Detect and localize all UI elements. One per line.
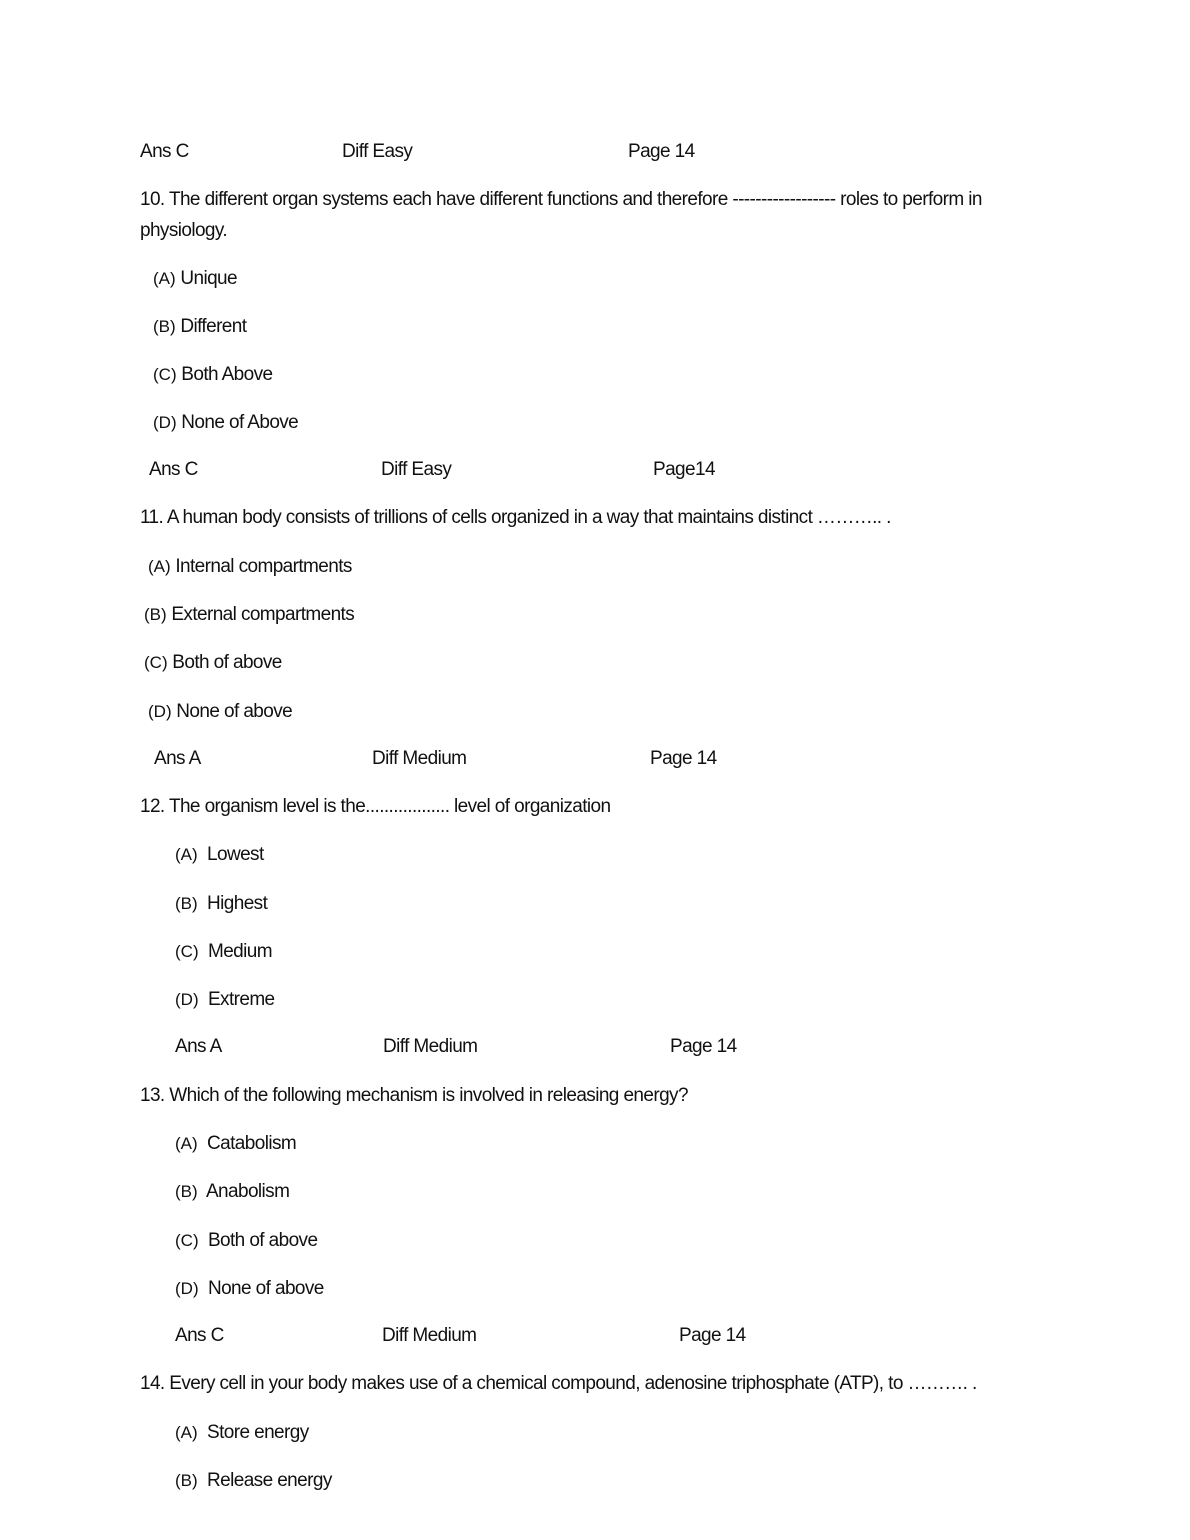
option-letter: (D) — [175, 1279, 199, 1298]
difficulty-label: Diff Medium — [382, 1325, 477, 1346]
option-text: Both of above — [172, 652, 282, 673]
answer-label: Ans A — [154, 748, 201, 769]
option-text: None of Above — [181, 412, 299, 433]
option-item — [144, 651, 282, 675]
option-item — [175, 1180, 289, 1204]
page-reference: Page 14 — [650, 748, 717, 769]
question-text: 14. Every cell in your body makes use of a chemical compound, adenosine triphosphate (ATP), to ………. . — [140, 1373, 977, 1394]
page-reference: Page 14 — [679, 1325, 746, 1346]
option-item — [153, 315, 246, 339]
page-reference: Page 14 — [628, 141, 695, 162]
option-item — [175, 1277, 324, 1301]
option-item — [175, 843, 264, 867]
option-letter: (A) — [175, 845, 198, 864]
difficulty-label: Diff Medium — [372, 748, 467, 769]
option-item — [148, 555, 352, 579]
question-text: 12. The organism level is the.................. level of organization — [140, 796, 611, 817]
option-text: External compartments — [171, 604, 355, 625]
option-text: Anabolism — [205, 1181, 290, 1202]
answer-label: Ans C — [149, 459, 198, 480]
option-item — [175, 1132, 296, 1156]
answer-meta-row — [149, 458, 849, 482]
option-text: Extreme — [207, 989, 275, 1010]
option-item — [175, 1421, 309, 1445]
option-text: Different — [180, 316, 247, 337]
page-reference: Page 14 — [670, 1036, 737, 1057]
option-letter: (A) — [148, 557, 171, 576]
option-letter: (A) — [175, 1134, 198, 1153]
option-text: Both Above — [181, 364, 273, 385]
option-item — [175, 1469, 332, 1493]
option-text: Lowest — [207, 844, 264, 865]
option-letter: (A) — [153, 269, 176, 288]
option-text: Catabolism — [207, 1133, 297, 1154]
option-letter: (B) — [153, 317, 176, 336]
question-text: 13. Which of the following mechanism is involved in releasing energy? — [140, 1085, 688, 1106]
question-text: 11. A human body consists of trillions of cells organized in a way that maintains distinct ……….. . — [140, 507, 891, 528]
answer-meta-row — [175, 1324, 875, 1348]
option-item — [175, 988, 275, 1012]
option-letter: (B) — [175, 1471, 198, 1490]
option-item — [175, 892, 267, 916]
option-item — [153, 267, 237, 291]
answer-meta-row — [175, 1035, 875, 1059]
option-letter: (D) — [148, 702, 172, 721]
answer-label: Ans C — [175, 1325, 224, 1346]
answer-label: Ans C — [140, 141, 189, 162]
difficulty-label: Diff Easy — [381, 459, 452, 480]
page-reference: Page14 — [653, 459, 715, 480]
option-letter: (B) — [144, 605, 167, 624]
difficulty-label: Diff Medium — [383, 1036, 478, 1057]
option-letter: (C) — [175, 942, 199, 961]
option-letter: (D) — [175, 990, 199, 1009]
option-text: None of above — [176, 701, 293, 722]
option-text: Unique — [180, 268, 237, 289]
answer-meta-row — [140, 140, 840, 164]
option-item — [175, 940, 272, 964]
option-text: Both of above — [207, 1230, 318, 1251]
question-text: 10. The different organ systems each have different functions and therefore ------------------ roles to perform in physiology. — [140, 189, 982, 241]
option-item — [144, 603, 354, 627]
option-letter: (D) — [153, 413, 177, 432]
option-text: Medium — [207, 941, 272, 962]
option-letter: (C) — [144, 653, 168, 672]
option-text: Release energy — [207, 1470, 332, 1491]
option-text: None of above — [207, 1278, 324, 1299]
option-text: Internal compartments — [175, 556, 352, 577]
option-item — [153, 363, 273, 387]
answer-meta-row — [154, 747, 854, 771]
option-text: Store energy — [207, 1422, 309, 1443]
option-item — [148, 700, 292, 724]
option-item — [175, 1229, 317, 1253]
option-text: Highest — [207, 893, 268, 914]
answer-label: Ans A — [175, 1036, 222, 1057]
option-letter: (C) — [175, 1231, 199, 1250]
option-letter: (B) — [175, 894, 198, 913]
option-item — [153, 411, 298, 435]
option-letter: (C) — [153, 365, 177, 384]
difficulty-label: Diff Easy — [342, 141, 413, 162]
option-letter: (A) — [175, 1423, 198, 1442]
option-letter: (B) — [175, 1182, 198, 1201]
